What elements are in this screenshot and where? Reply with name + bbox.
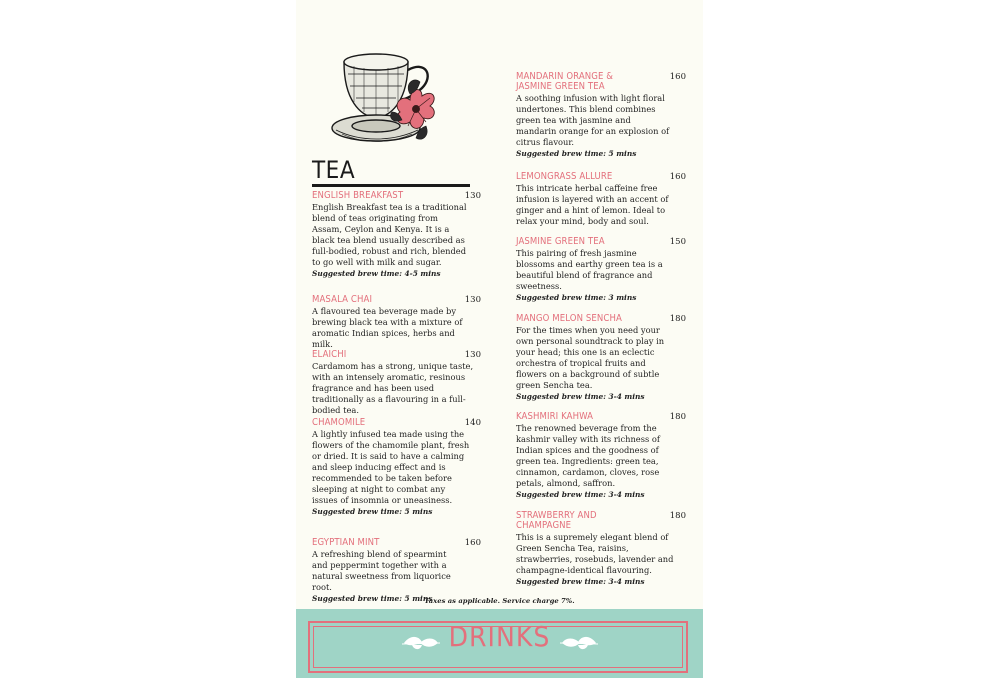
- item-brew-time: Suggested brew time: 4-5 mins: [312, 269, 441, 278]
- menu-item: [312, 350, 481, 416]
- taxes-note: Taxes as applicable. Service charge 7%.: [424, 597, 575, 605]
- item-price: 150: [669, 237, 686, 247]
- menu-item: [312, 191, 481, 279]
- item-price: 130: [464, 295, 481, 305]
- item-brew-time: Suggested brew time: 3 mins: [516, 293, 637, 302]
- menu-item: [516, 237, 686, 303]
- item-description: English Breakfast tea is a traditional blend of teas originating from Assam, Ceylon and Kenya. It is a black tea blend usually described as full-bodied, robust and rich, blended to go well with milk and sugar.: [312, 202, 467, 267]
- item-brew-time: Suggested brew time: 3-4 mins: [516, 392, 645, 401]
- section-title: TEA: [312, 156, 356, 184]
- item-description: This intricate herbal caffeine free infusion is layered with an accent of ginger and a hint of lemon. Ideal to relax your mind, body and soul.: [516, 183, 669, 226]
- item-brew-time: Suggested brew time: 3-4 mins: [516, 490, 645, 499]
- item-description: A flavoured tea beverage made by brewing black tea with a mixture of aromatic Indian spices, herbs and milk.: [312, 306, 463, 349]
- item-name: MANDARIN ORANGE & JASMINE GREEN TEA: [516, 71, 614, 92]
- item-description: The renowned beverage from the kashmir valley with its richness of Indian spices and the goodness of green tea. Ingredients: green tea, cinnamon, cardamon, cloves, rose petals, almond, saffron.: [516, 423, 660, 488]
- drinks-footer-banner: [296, 609, 703, 678]
- item-description: This is a supremely elegant blend of Green Sencha Tea, raisins, strawberries, rosebuds, lavender and champagne-identical flavouring.: [516, 532, 674, 575]
- item-price: 160: [464, 538, 481, 548]
- item-price: 160: [669, 72, 686, 82]
- item-price: 130: [464, 350, 481, 360]
- menu-item: [312, 295, 481, 350]
- menu-item: [516, 72, 686, 159]
- item-description: A lightly infused tea made using the flowers of the chamomile plant, fresh or dried. It is said to have a calming and sleep inducing effect and is recommended to be taken before sleeping at night to combat any issues of insomnia or uneasiness.: [312, 429, 470, 505]
- item-price: 140: [464, 418, 481, 428]
- item-description: For the times when you need your own personal soundtrack to play in your head; this one is an eclectic orchestra of tropical fruits and flowers on a background of subtle green Sencha tea.: [516, 325, 665, 390]
- item-price: 160: [669, 172, 686, 182]
- menu-item: [516, 511, 686, 587]
- menu-item: [312, 418, 481, 517]
- menu-item: [516, 412, 686, 500]
- item-name: MANGO MELON SENCHA: [516, 313, 622, 324]
- item-brew-time: Suggested brew time: 5 mins: [312, 507, 433, 516]
- item-name: ENGLISH BREAKFAST: [312, 190, 404, 201]
- item-description: A refreshing blend of spearmint and peppermint together with a natural sweetness from liquorice root.: [312, 549, 451, 592]
- item-price: 180: [669, 314, 686, 324]
- item-name: EGYPTIAN MINT: [312, 537, 380, 548]
- item-name: ELAICHI: [312, 349, 347, 360]
- item-description: This pairing of fresh jasmine blossoms and earthy green tea is a beautiful blend of fragrance and sweetness.: [516, 248, 663, 291]
- item-name: KASHMIRI KAHWA: [516, 411, 594, 422]
- item-name: CHAMOMILE: [312, 417, 366, 428]
- teacup-flower-illustration: [330, 42, 438, 154]
- item-brew-time: Suggested brew time: 3-4 mins: [516, 577, 645, 586]
- footer-title: DRINKS: [448, 620, 551, 653]
- item-name: MASALA CHAI: [312, 294, 373, 305]
- item-price: 130: [464, 191, 481, 201]
- menu-item: [516, 172, 686, 227]
- item-description: Cardamom has a strong, unique taste, with an intensely aromatic, resinous fragrance and has been used traditionally as a flavouring in a full-bodied tea.: [312, 361, 474, 415]
- menu-item: [516, 314, 686, 402]
- item-price: 180: [669, 412, 686, 422]
- item-name: JASMINE GREEN TEA: [516, 236, 605, 247]
- menu-item: [312, 538, 481, 604]
- item-price: 180: [669, 511, 686, 521]
- item-brew-time: Suggested brew time: 5 mins: [312, 594, 433, 603]
- item-description: A soothing infusion with light floral undertones. This blend combines green tea with jasmine and mandarin orange for an explosion of citrus flavour.: [516, 93, 670, 147]
- item-brew-time: Suggested brew time: 5 mins: [516, 149, 637, 158]
- section-rule: [312, 184, 470, 187]
- item-name: LEMONGRASS ALLURE: [516, 171, 613, 182]
- item-name: STRAWBERRY AND CHAMPAGNE: [516, 510, 597, 531]
